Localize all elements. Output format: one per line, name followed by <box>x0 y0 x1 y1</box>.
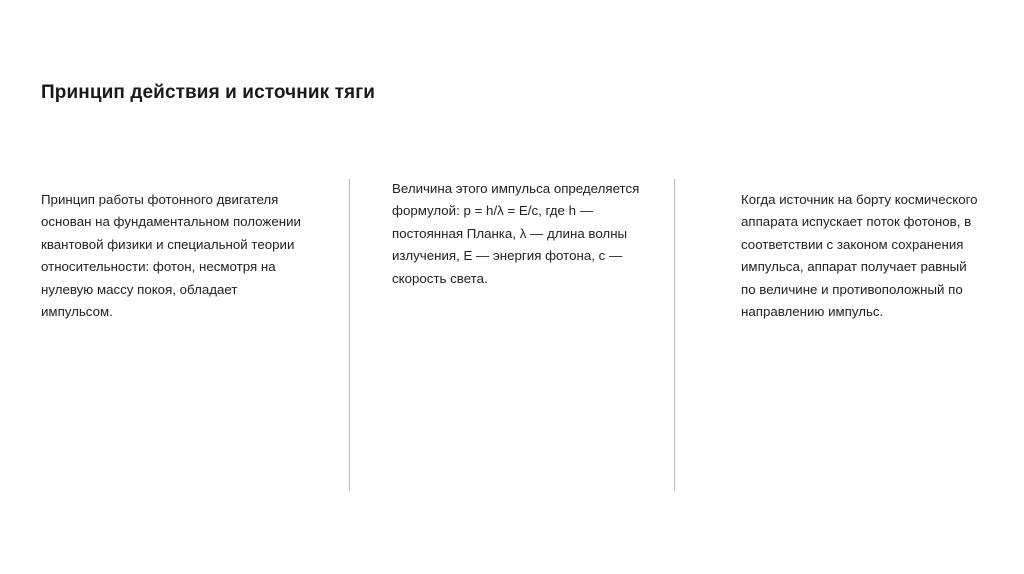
column-divider <box>674 179 675 491</box>
column-divider <box>349 179 350 491</box>
column-text-photon-principle: Принцип работы фотонного двигателя основан на фундаментальном положении квантовой физики и специальной теории относительности: фотон, несмотря на нулевую массу покоя, обладает импульсом. <box>41 192 301 320</box>
column-text-momentum-conservation: Когда источник на борту космического аппарата испускает поток фотонов, в соответствии с законом сохранения импульса, аппарат получает равный по величине и противоположный по направлению импульс. <box>741 192 978 320</box>
slide-title: Принцип действия и источник тяги <box>41 82 375 103</box>
column-text-momentum-formula: Величина этого импульса определяется формулой: p = h/λ = E/c, где h — постоянная Планка, λ — длина волны излучения, E — энергия фотона, c — скорость света. <box>392 181 640 286</box>
